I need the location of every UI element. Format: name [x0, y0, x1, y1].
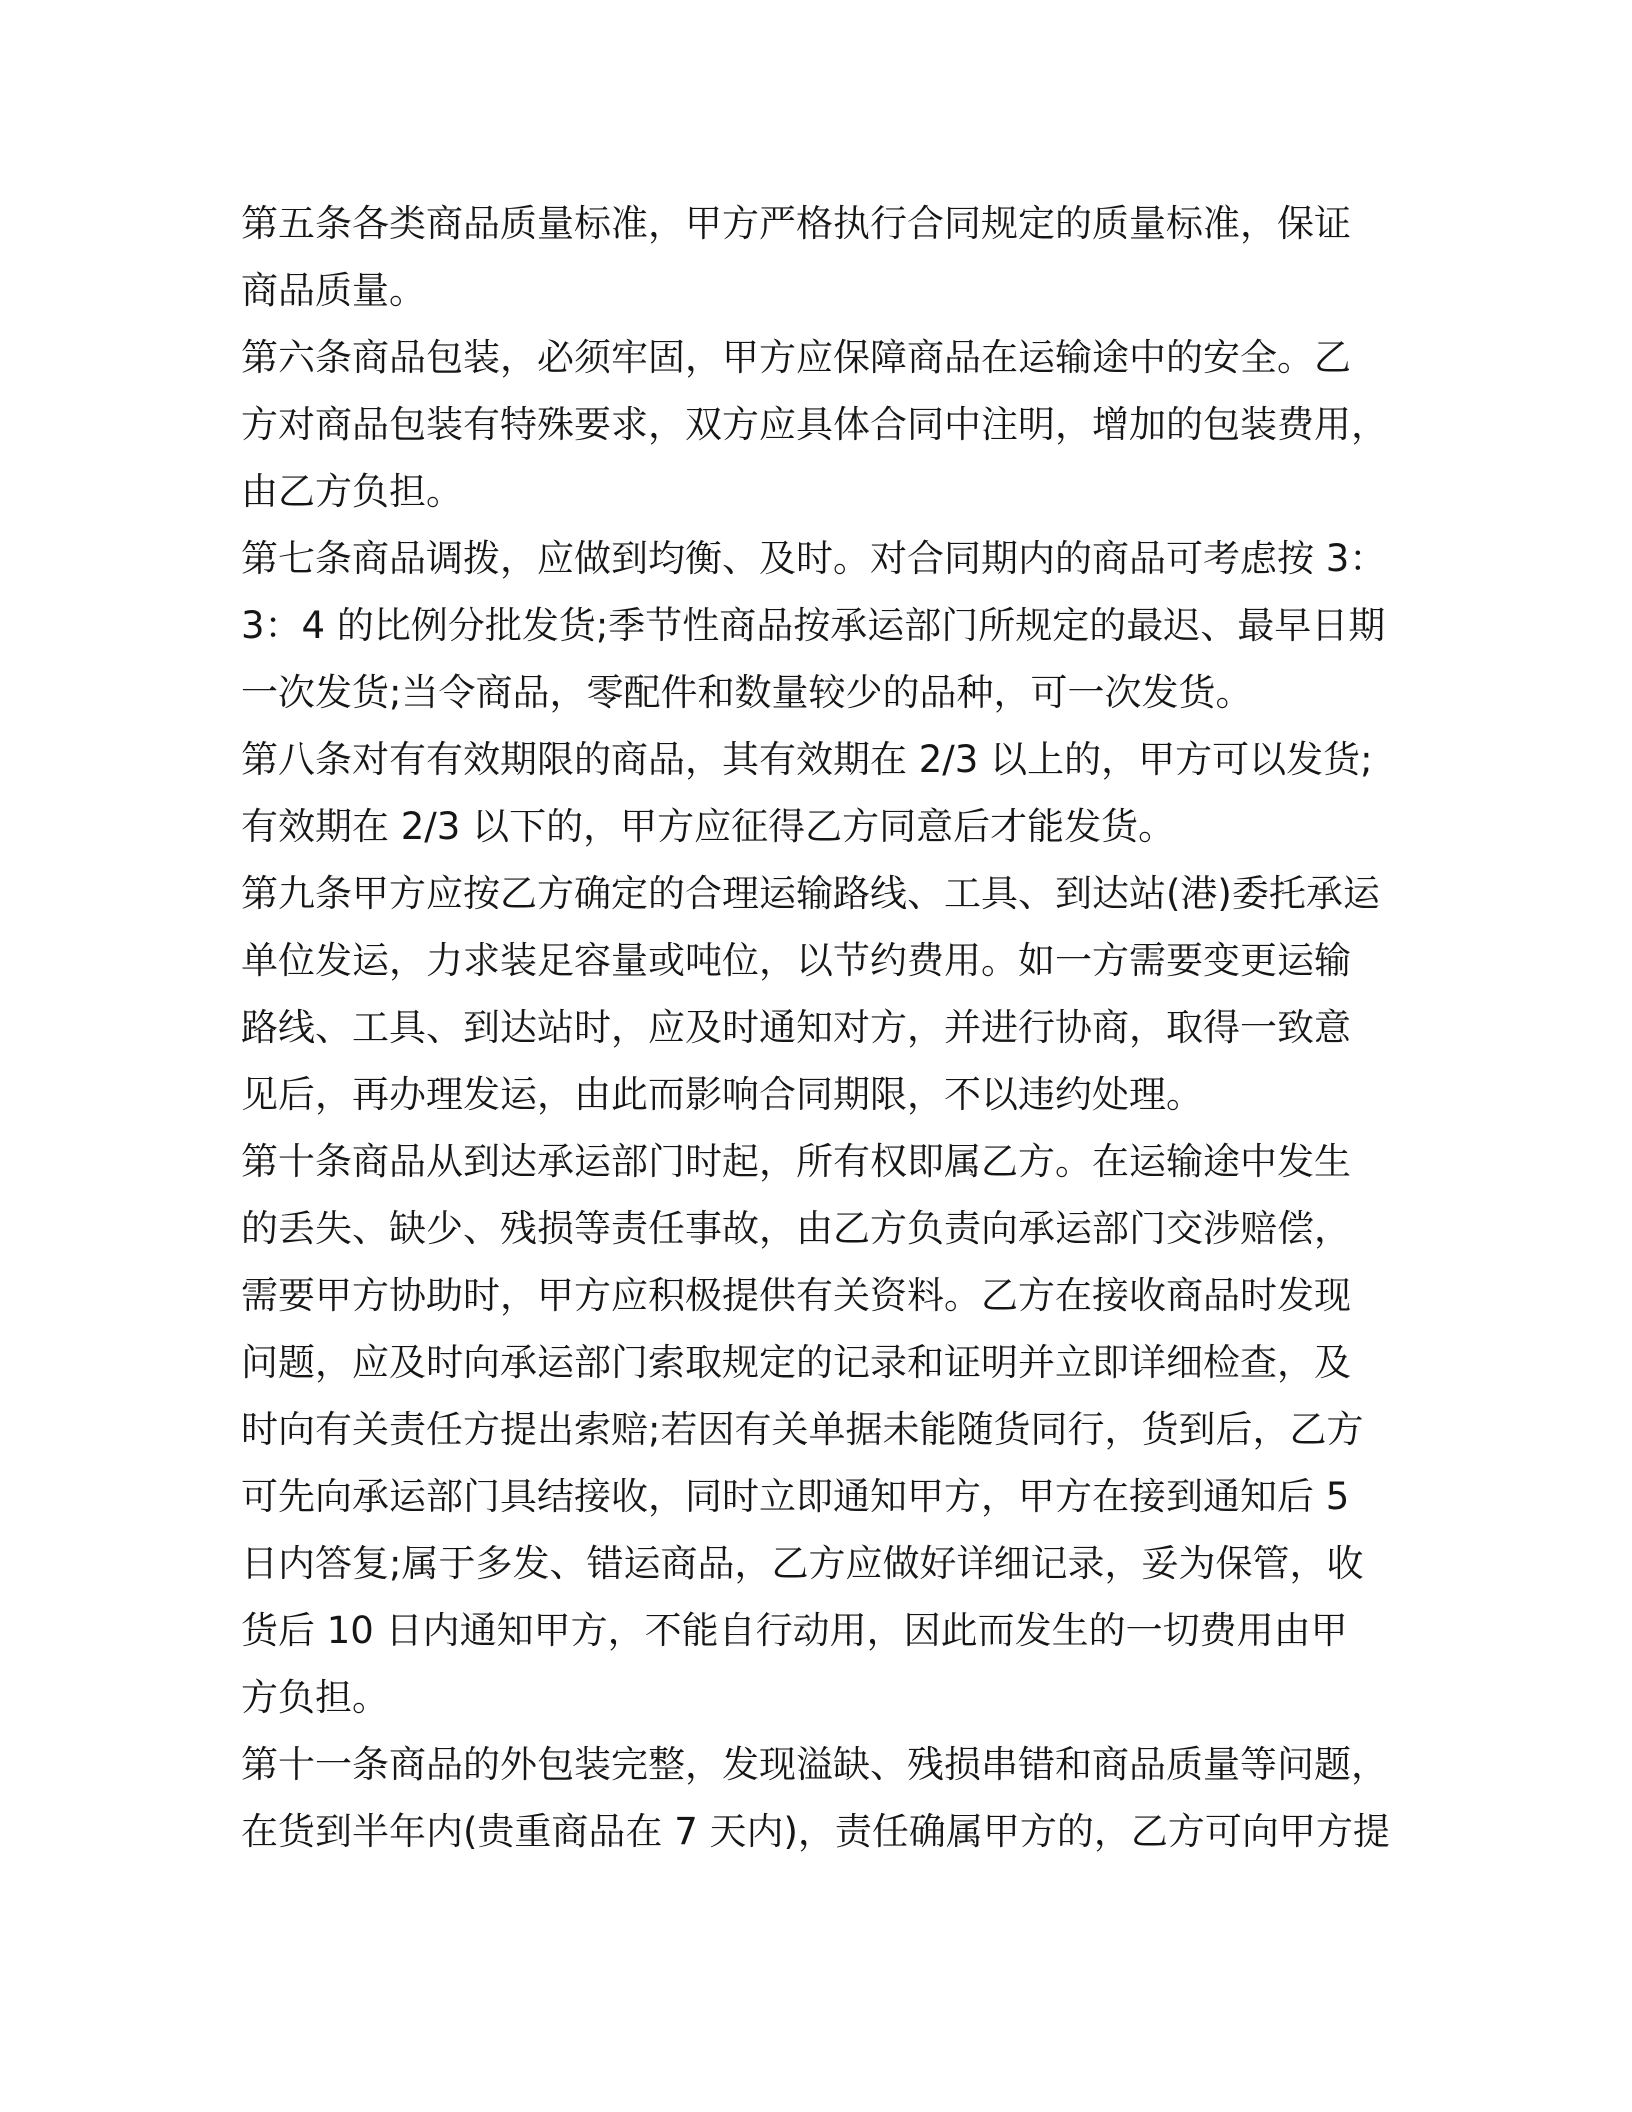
text-line: 需要甲方协助时，甲方应积极提供有关资料。乙方在接收商品时发现 — [241, 1274, 1351, 1317]
text-line: 在货到半年内(贵重商品在 7 天内)，责任确属甲方的，乙方可向甲方提 — [241, 1810, 1390, 1853]
text-line: 方负担。 — [241, 1676, 389, 1719]
text-line: 有效期在 2/3 以下的，甲方应征得乙方同意后才能发货。 — [241, 805, 1176, 848]
text-line: 商品质量。 — [241, 269, 426, 312]
text-line: 一次发货;当令商品，零配件和数量较少的品种，可一次发货。 — [241, 671, 1253, 714]
text-line: 的丢失、缺少、残损等责任事故，由乙方负责向承运部门交涉赔偿， — [241, 1207, 1351, 1250]
text-line: 日内答复;属于多发、错运商品，乙方应做好详细记录，妥为保管，收 — [241, 1542, 1364, 1585]
text-line: 可先向承运部门具结接收，同时立即通知甲方，甲方在接到通知后 5 — [241, 1475, 1350, 1518]
text-line: 单位发运，力求装足容量或吨位，以节约费用。如一方需要变更运输 — [241, 939, 1351, 982]
text-line: 第九条甲方应按乙方确定的合理运输路线、工具、到达站(港)委托承运 — [241, 872, 1380, 915]
text-line: 方对商品包装有特殊要求，双方应具体合同中注明，增加的包装费用， — [241, 403, 1388, 446]
text-line: 第十条商品从到达承运部门时起，所有权即属乙方。在运输途中发生 — [241, 1140, 1351, 1183]
text-line: 问题，应及时向承运部门索取规定的记录和证明并立即详细检查，及 — [241, 1341, 1351, 1384]
text-line: 路线、工具、到达站时，应及时通知对方，并进行协商，取得一致意 — [241, 1006, 1351, 1049]
text-line: 3：4 的比例分批发货;季节性商品按承运部门所规定的最迟、最早日期 — [241, 604, 1386, 647]
text-line: 见后，再办理发运，由此而影响合同期限，不以违约处理。 — [241, 1073, 1203, 1116]
text-line: 第八条对有有效期限的商品，其有效期在 2/3 以上的，甲方可以发货; — [241, 738, 1373, 781]
text-line: 时向有关责任方提出索赔;若因有关单据未能随货同行，货到后，乙方 — [241, 1408, 1364, 1451]
text-line: 货后 10 日内通知甲方，不能自行动用，因此而发生的一切费用由甲 — [241, 1609, 1348, 1652]
document-body — [241, 190, 1389, 1865]
text-line: 第五条各类商品质量标准，甲方严格执行合同规定的质量标准，保证 — [241, 202, 1351, 245]
text-line: 第十一条商品的外包装完整，发现溢缺、残损串错和商品质量等问题， — [241, 1743, 1388, 1786]
text-line: 第七条商品调拨，应做到均衡、及时。对合同期内的商品可考虑按 3： — [241, 537, 1387, 580]
text-line: 由乙方负担。 — [241, 470, 463, 513]
text-line: 第六条商品包装，必须牢固，甲方应保障商品在运输途中的安全。乙 — [241, 336, 1351, 379]
